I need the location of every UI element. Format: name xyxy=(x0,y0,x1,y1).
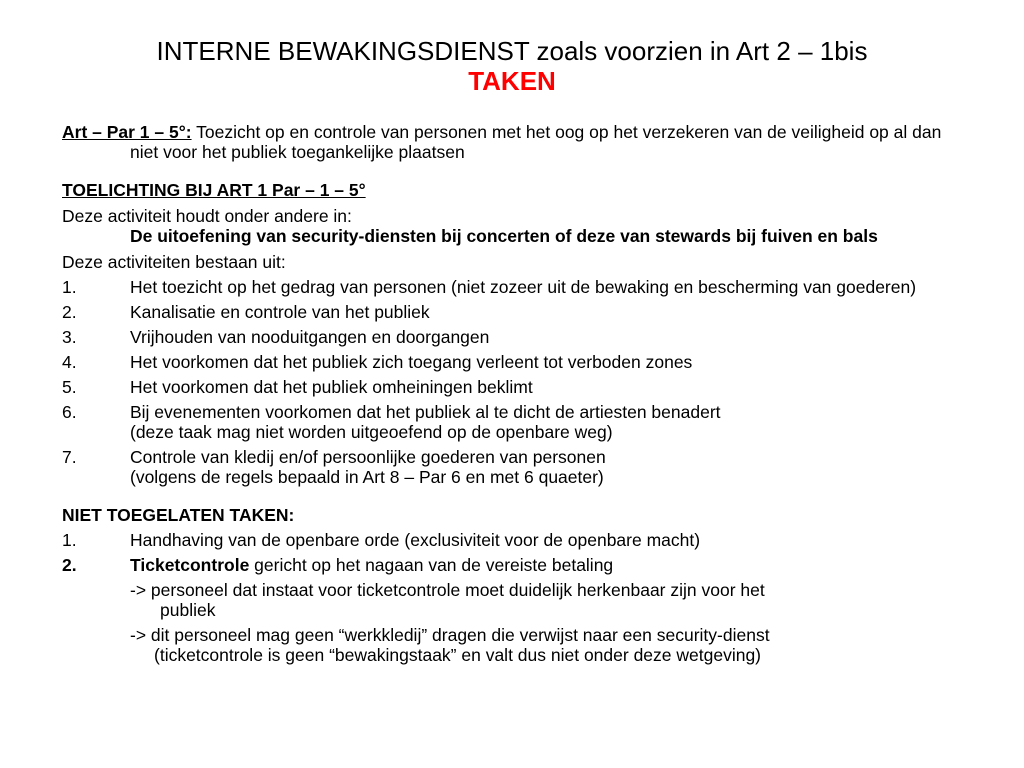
list-item xyxy=(62,277,972,297)
item-text: Het voorkomen dat het publiek omheiningen beklimt xyxy=(130,377,533,397)
art-label: Art – Par 1 – 5°: xyxy=(62,122,192,142)
arrow-line: publiek xyxy=(160,600,216,620)
item-text xyxy=(130,555,972,575)
arrow-note xyxy=(62,580,972,620)
list-item xyxy=(62,302,972,322)
toelichting-bold: De uitoefening van security-diensten bij concerten of deze van stewards bij fuiven en bals xyxy=(130,226,878,246)
arrow-line: -> personeel dat instaat voor ticketcontrole moet duidelijk herkenbaar zijn voor het xyxy=(130,580,765,600)
item-text xyxy=(130,402,972,442)
title-main: INTERNE BEWAKINGSDIENST zoals voorzien in Art 2 – 1bis xyxy=(156,36,868,66)
slide-body xyxy=(62,122,972,665)
art-text: Toezicht op en controle van personen met het oog op het verzekeren van de veiligheid op al dan niet voor het publiek toegankelijke plaatsen xyxy=(130,122,942,162)
toelichting-intro: Deze activiteit houdt onder andere in: xyxy=(62,206,352,226)
item-note: (deze taak mag niet worden uitgeoefend op de openbare weg) xyxy=(130,422,613,442)
arrow-line: -> dit personeel mag geen “werkkledij” dragen die verwijst naar een security-dienst xyxy=(130,625,770,645)
list-item xyxy=(62,402,972,442)
item-main-text: gericht op het nagaan van de vereiste betaling xyxy=(249,555,614,575)
item-text: Vrijhouden van nooduitgangen en doorgangen xyxy=(130,327,490,347)
item-number: 3. xyxy=(62,327,77,347)
list-item xyxy=(62,327,972,347)
art-paragraph xyxy=(62,122,972,162)
item-number: 7. xyxy=(62,447,77,467)
ticketcontrole-label: Ticketcontrole xyxy=(130,555,250,575)
item-number: 5. xyxy=(62,377,77,397)
item-number: 2. xyxy=(62,555,77,575)
arrow-note xyxy=(62,625,972,665)
item-number: 4. xyxy=(62,352,77,372)
toelichting-heading: TOELICHTING BIJ ART 1 Par – 1 – 5° xyxy=(62,180,366,200)
item-note: (volgens de regels bepaald in Art 8 – Par 6 en met 6 quaeter) xyxy=(130,467,604,487)
item-main-text: Controle van kledij en/of persoonlijke goederen van personen xyxy=(130,447,606,467)
list-item xyxy=(62,555,972,575)
item-number: 1. xyxy=(62,277,77,297)
list-item xyxy=(62,377,972,397)
item-number: 2. xyxy=(62,302,77,322)
item-text: Het voorkomen dat het publiek zich toegang verleent tot verboden zones xyxy=(130,352,693,372)
list-item xyxy=(62,447,972,487)
item-text: Kanalisatie en controle van het publiek xyxy=(130,302,430,322)
list-item xyxy=(62,352,972,372)
arrow-line: (ticketcontrole is geen “bewakingstaak” en valt dus niet onder deze wetgeving) xyxy=(154,645,762,665)
activity-list xyxy=(62,277,972,487)
not-allowed-heading: NIET TOEGELATEN TAKEN: xyxy=(62,505,295,525)
item-text: Handhaving van de openbare orde (exclusiviteit voor de openbare macht) xyxy=(130,530,701,550)
item-text: Het toezicht op het gedrag van personen (niet zozeer uit de bewaking en bescherming van goederen) xyxy=(130,277,917,297)
title-sub: TAKEN xyxy=(468,66,556,96)
item-main-text: Bij evenementen voorkomen dat het publiek al te dicht de artiesten benadert xyxy=(130,402,721,422)
list-item xyxy=(62,530,972,550)
item-number: 1. xyxy=(62,530,77,550)
item-number: 6. xyxy=(62,402,77,422)
slide-title xyxy=(0,36,1024,96)
item-text xyxy=(130,447,972,487)
toelichting-consists: Deze activiteiten bestaan uit: xyxy=(62,252,286,272)
